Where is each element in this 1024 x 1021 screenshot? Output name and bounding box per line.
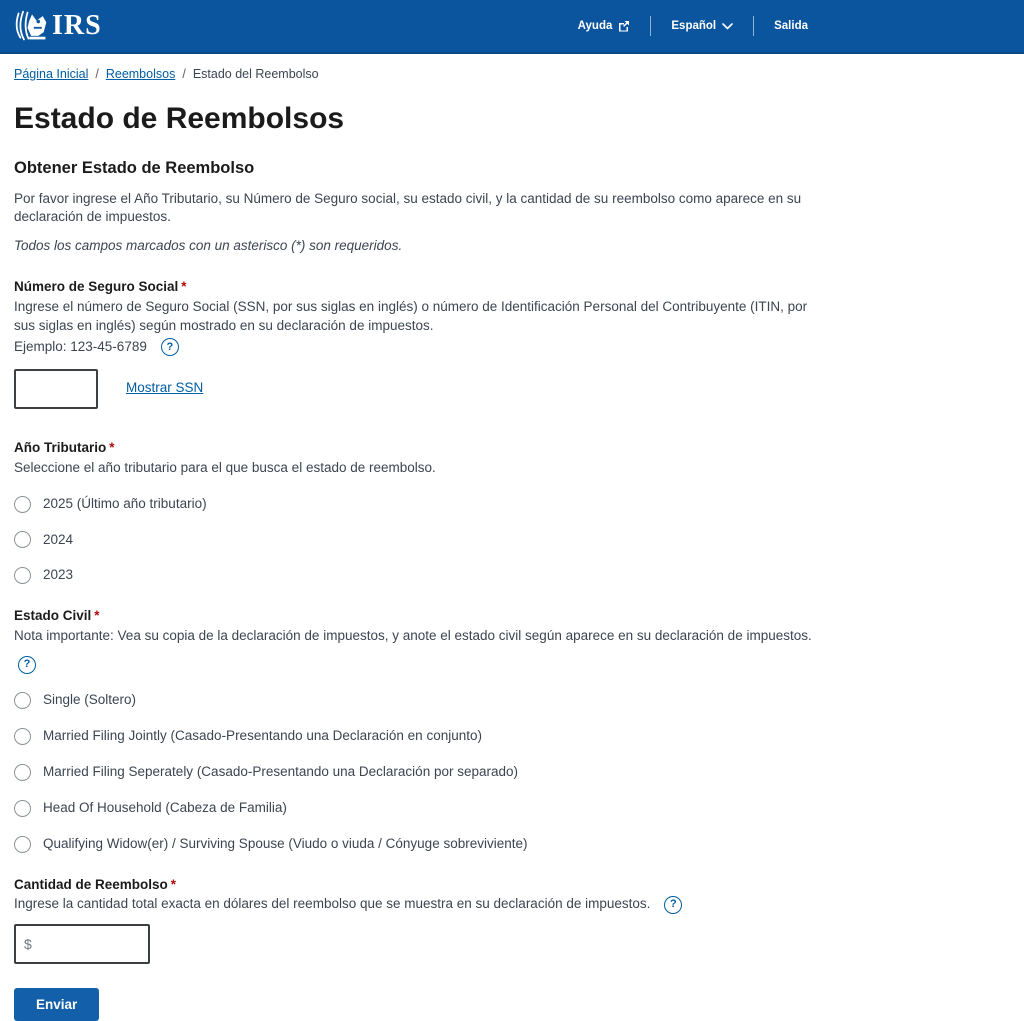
radio-filing-status-married-jointly[interactable] xyxy=(14,727,814,746)
tax-year-label: Año Tributario xyxy=(14,439,107,455)
refund-amount-label: Cantidad de Reembolso xyxy=(14,876,168,892)
required-asterisk: * xyxy=(181,279,187,295)
radio-filing-status-single[interactable] xyxy=(14,691,814,710)
radio-label: Married Filing Jointly (Casado-Presentando una Declaración en conjunto) xyxy=(43,727,482,743)
logout-button[interactable] xyxy=(768,16,814,36)
ssn-example-text: Ejemplo: 123-45-6789 xyxy=(14,338,147,354)
radio-button-icon[interactable] xyxy=(14,836,31,853)
irs-logo[interactable] xyxy=(14,9,102,43)
radio-filing-status-qualifying-widow[interactable] xyxy=(14,835,814,854)
section-title: Obtener Estado de Reembolso xyxy=(14,158,255,177)
breadcrumb-refunds-link[interactable]: Reembolsos xyxy=(105,67,176,81)
tax-year-description: Seleccione el año tributario para el que busca el estado de reembolso. xyxy=(14,459,436,475)
refund-amount-description: Ingrese la cantidad total exacta en dólares del reembolso que se muestra en su declaración de impuestos. xyxy=(14,896,651,912)
filing-status-field-group xyxy=(14,607,814,853)
radio-filing-status-married-separately[interactable] xyxy=(14,763,814,782)
chevron-down-icon xyxy=(722,23,733,30)
external-link-icon xyxy=(618,20,630,32)
nav-divider xyxy=(753,16,754,36)
help-nav-button[interactable] xyxy=(572,16,637,36)
radio-label: 2023 xyxy=(43,567,74,583)
tax-year-field-group xyxy=(14,439,814,585)
radio-button-icon[interactable] xyxy=(14,567,31,584)
breadcrumb-current: Estado del Reembolso xyxy=(192,67,319,81)
required-fields-note: Todos los campos marcados con un asterisco (*) son requeridos. xyxy=(14,238,403,254)
filing-status-help-icon[interactable]: ? xyxy=(18,656,36,674)
main-content xyxy=(0,66,814,1021)
radio-button-icon[interactable] xyxy=(14,764,31,781)
language-label: Español xyxy=(671,20,717,32)
logout-label: Salida xyxy=(774,20,808,32)
irs-logo-text: IRS xyxy=(52,10,102,41)
refund-amount-field-group xyxy=(14,876,814,965)
show-ssn-link[interactable]: Mostrar SSN xyxy=(126,380,204,396)
radio-button-icon[interactable] xyxy=(14,800,31,817)
ssn-field-group xyxy=(14,278,814,409)
radio-filing-status-head-of-household[interactable] xyxy=(14,799,814,818)
language-select-button[interactable] xyxy=(665,16,739,36)
page-title: Estado de Reembolsos xyxy=(14,101,345,135)
refund-amount-help-icon[interactable]: ? xyxy=(664,896,682,914)
breadcrumb-separator: / xyxy=(182,67,186,81)
filing-status-description: Nota importante: Vea su copia de la declaración de impuestos, y anote el estado civil según aparece en su declaración de impuestos. xyxy=(14,628,812,644)
radio-button-icon[interactable] xyxy=(14,531,31,548)
help-nav-label: Ayuda xyxy=(577,20,613,32)
radio-label: 2025 (Último año tributario) xyxy=(43,495,207,511)
radio-label: Head Of Household (Cabeza de Familia) xyxy=(43,799,287,815)
radio-button-icon[interactable] xyxy=(14,692,31,709)
radio-tax-year-2023[interactable] xyxy=(14,566,814,585)
radio-button-icon[interactable] xyxy=(14,728,31,745)
site-header xyxy=(0,0,1024,54)
radio-button-icon[interactable] xyxy=(14,496,31,513)
radio-label: Single (Soltero) xyxy=(43,692,137,708)
refund-amount-input[interactable] xyxy=(14,924,150,964)
ssn-description: Ingrese el número de Seguro Social (SSN, por sus siglas en inglés) o número de Identificación Personal del Contribuyente (ITIN, por sus siglas en inglés) según mostrado en su declaración de impuestos. xyxy=(14,299,808,334)
breadcrumb-home-link[interactable]: Página Inicial xyxy=(14,67,89,81)
radio-label: Married Filing Seperately (Casado-Presentando una Declaración por separado) xyxy=(43,763,519,779)
required-asterisk: * xyxy=(94,608,100,624)
radio-label: Qualifying Widow(er) / Surviving Spouse (Viudo o viuda / Cónyuge sobreviviente) xyxy=(43,835,528,851)
intro-text: Por favor ingrese el Año Tributario, su Número de Seguro social, su estado civil, y la cantidad de su reembolso como aparece en su declaración de impuestos. xyxy=(14,190,802,225)
radio-tax-year-2025[interactable] xyxy=(14,495,814,514)
filing-status-label: Estado Civil xyxy=(14,608,92,624)
submit-button[interactable]: Enviar xyxy=(14,988,99,1021)
irs-eagle-icon xyxy=(14,9,50,43)
ssn-input[interactable] xyxy=(14,369,98,409)
radio-tax-year-2024[interactable] xyxy=(14,531,814,550)
required-asterisk: * xyxy=(170,876,177,892)
breadcrumb xyxy=(14,66,814,84)
breadcrumb-separator: / xyxy=(95,67,99,81)
required-asterisk: * xyxy=(109,439,115,455)
nav-divider xyxy=(650,16,651,36)
ssn-label: Número de Seguro Social xyxy=(14,279,179,295)
ssn-help-icon[interactable]: ? xyxy=(161,338,179,356)
radio-label: 2024 xyxy=(43,531,74,547)
header-nav xyxy=(572,16,814,36)
